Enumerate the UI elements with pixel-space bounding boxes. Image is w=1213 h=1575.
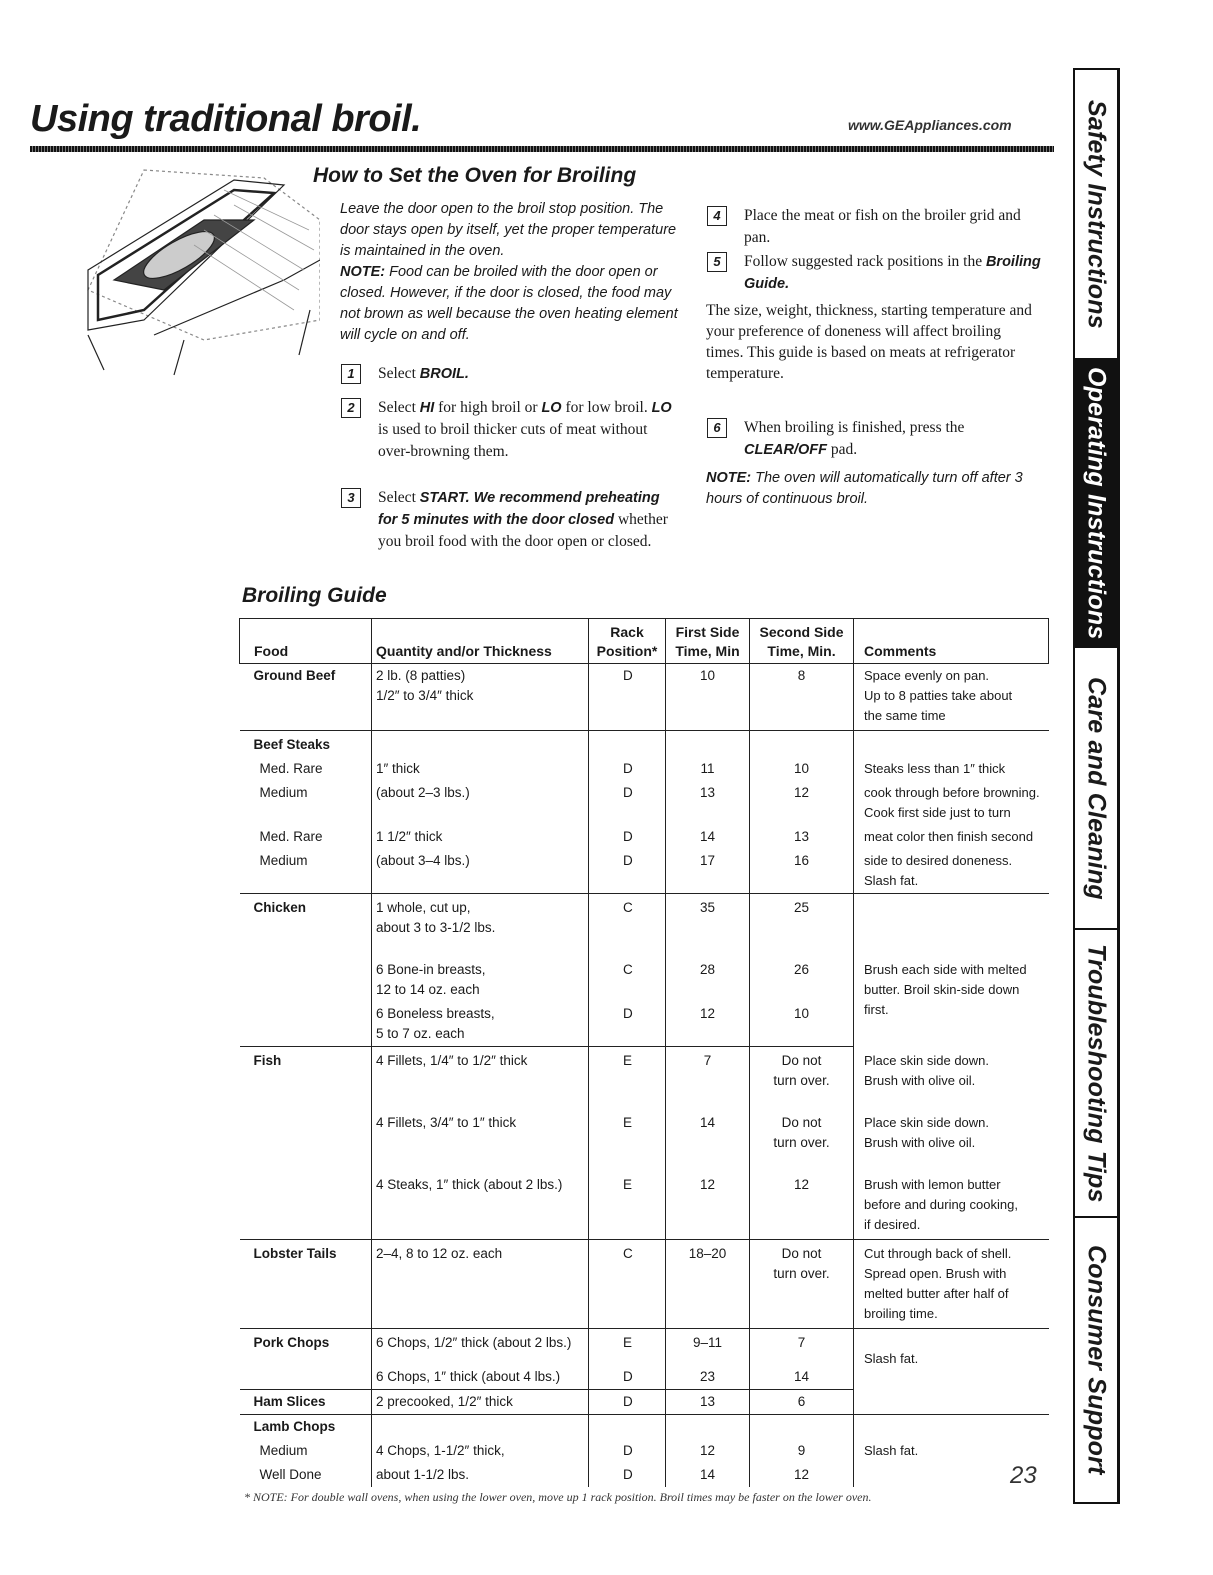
comment-cell: Brush each side with melted butter. Broil skin-side down first.	[854, 958, 1049, 1047]
header-text: Time, Min	[675, 643, 740, 659]
food-subcell: Med. Rare	[259, 761, 323, 776]
first-side-cell: 23	[666, 1365, 750, 1390]
header-text: First Side	[675, 624, 740, 640]
quantity-cell: 4 Chops, 1-1/2″ thick,	[372, 1439, 589, 1463]
step-text: Follow suggested rack positions in the	[744, 253, 986, 270]
tab-care-and-cleaning[interactable]	[1075, 648, 1117, 930]
header-text: Time, Min.	[767, 643, 836, 659]
first-side-cell: 9–11	[666, 1329, 750, 1366]
header-first-side	[666, 619, 750, 664]
comment-cell: Place skin side down. Brush with olive oil.	[854, 1111, 1049, 1173]
step-number: 2	[341, 398, 361, 418]
second-side-cell: 10	[750, 1002, 854, 1047]
food-cell: Chicken	[253, 900, 307, 915]
rack-cell: D	[589, 849, 666, 894]
oven-door-illustration	[84, 160, 320, 380]
note-text: Food can be broiled with the door open or closed. However, if the door is closed, the food may not brown as well because the oven heating element will cycle on and off.	[340, 264, 678, 343]
step-text: whether you broil food with the door open or closed.	[378, 511, 668, 550]
food-cell: Ground Beef	[240, 664, 372, 731]
rack-cell: D	[589, 664, 666, 731]
comment-cell: Steaks less than 1″ thick	[854, 757, 1049, 781]
rack-cell: D	[589, 1365, 666, 1390]
second-side-cell: 12	[750, 1173, 854, 1240]
second-side-cell: Do not turn over.	[750, 1240, 854, 1329]
quantity-cell: (about 3–4 lbs.)	[372, 849, 589, 894]
quantity-cell: 2 lb. (8 patties) 1/2″ to 3/4″ thick	[372, 664, 589, 731]
food-subcell: Well Done	[259, 1467, 322, 1482]
header-text: Position*	[596, 643, 658, 659]
note-2	[706, 468, 1036, 510]
step-number: 1	[341, 364, 361, 384]
rack-cell: D	[589, 757, 666, 781]
comment-cell: meat color then finish second	[854, 825, 1049, 849]
table-row	[240, 849, 1049, 894]
first-side-cell: 12	[666, 1173, 750, 1240]
start-keyword: START. We recommend preheating for 5 minutes with the door closed	[378, 490, 660, 528]
first-side-cell: 14	[666, 1111, 750, 1173]
second-side-cell: 12	[750, 1463, 854, 1487]
header-second-side	[750, 619, 854, 664]
howto-paragraph: The size, weight, thickness, starting temperature and your preference of doneness will affect broiling times. This guide is based on meats at refrigerator temperature.	[706, 302, 1032, 382]
header-divider	[30, 146, 1054, 152]
note-text: The oven will automatically turn off after 3 hours of continuous broil.	[706, 470, 1023, 507]
quantity-cell: (about 2–3 lbs.)	[372, 781, 589, 825]
rack-cell: C	[589, 1240, 666, 1329]
food-cell: Lobster Tails	[240, 1240, 372, 1329]
note-label: NOTE:	[340, 264, 386, 280]
note-label: NOTE:	[706, 470, 752, 486]
footnote: * NOTE: For double wall ovens, when using the lower oven, move up 1 rack position. Broil times may be faster on the lower oven.	[244, 1490, 872, 1504]
quantity-cell: 1 1/2″ thick	[372, 825, 589, 849]
second-side-cell: 13	[750, 825, 854, 849]
first-side-cell: 7	[666, 1047, 750, 1112]
quantity-cell: 2 precooked, 1/2″ thick	[372, 1390, 589, 1415]
quantity-cell: 4 Fillets, 3/4″ to 1″ thick	[372, 1111, 589, 1173]
comment-cell: Slash fat.	[854, 1329, 1049, 1390]
comment-cell: Place skin side down. Brush with olive oil.	[854, 1047, 1049, 1112]
howto-intro	[340, 199, 680, 346]
table-row	[240, 781, 1049, 825]
comment-cell: Slash fat.	[854, 1439, 1049, 1463]
quantity-cell: 6 Chops, 1/2″ thick (about 2 lbs.)	[372, 1329, 589, 1366]
second-side-cell: Do not turn over.	[750, 1111, 854, 1173]
step-text: for high broil or	[434, 399, 542, 416]
comment-cell: Space evenly on pan. Up to 8 patties take about the same time	[854, 664, 1049, 731]
rack-cell: E	[589, 1111, 666, 1173]
first-side-cell: 12	[666, 1439, 750, 1463]
rack-cell: D	[589, 1390, 666, 1415]
hi-keyword: HI	[419, 400, 435, 416]
first-side-cell: 13	[666, 781, 750, 825]
table-row	[240, 757, 1049, 781]
rack-cell: E	[589, 1047, 666, 1112]
website-url[interactable]: www.GEAppliances.com	[848, 117, 1012, 133]
rack-cell: E	[589, 1173, 666, 1240]
tab-troubleshooting-tips[interactable]	[1075, 930, 1117, 1218]
table-row	[240, 731, 1049, 758]
clear-off-keyword: CLEAR/OFF	[744, 442, 827, 458]
second-side-cell: 16	[750, 849, 854, 894]
rack-cell: D	[589, 1463, 666, 1487]
step-text: for low broil.	[561, 399, 652, 416]
tab-label: Operating Instructions	[1082, 366, 1111, 640]
rack-cell: D	[589, 825, 666, 849]
broiling-guide-heading: Broiling Guide	[242, 584, 387, 607]
step-text: Place the meat or fish on the broiler grid and pan.	[744, 207, 1021, 246]
quantity-cell: 2–4, 8 to 12 oz. each	[372, 1240, 589, 1329]
step-text: pad.	[826, 441, 858, 458]
first-side-cell: 14	[666, 1463, 750, 1487]
second-side-cell: 14	[750, 1365, 854, 1390]
table-row	[240, 1439, 1049, 1463]
step-number: 6	[707, 418, 727, 438]
food-subcell: Medium	[259, 785, 308, 800]
step-text: Select	[378, 399, 420, 416]
header-quantity: Quantity and/or Thickness	[372, 619, 589, 664]
step-text: is used to broil thicker cuts of meat without over-browning them.	[378, 421, 648, 460]
table-row	[240, 1390, 1049, 1415]
table-row	[240, 1047, 1049, 1112]
food-subcell: Medium	[259, 853, 308, 868]
broiling-guide-keyword: Broiling Guide.	[744, 254, 1041, 292]
broil-keyword: BROIL.	[419, 366, 469, 382]
second-side-cell: 8	[750, 664, 854, 731]
rack-cell: C	[589, 958, 666, 1002]
tab-operating-instructions[interactable]	[1075, 360, 1117, 648]
tab-safety-instructions[interactable]	[1075, 70, 1117, 360]
first-side-cell: 17	[666, 849, 750, 894]
food-cell: Ham Slices	[240, 1390, 372, 1415]
header-text: Rack	[610, 624, 644, 640]
table-row	[240, 1463, 1049, 1487]
quantity-cell: 4 Fillets, 1/4″ to 1/2″ thick	[372, 1047, 589, 1112]
howto-heading: How to Set the Oven for Broiling	[313, 164, 637, 187]
tab-label: Troubleshooting Tips	[1082, 943, 1111, 1203]
step-number: 4	[707, 206, 727, 226]
table-row	[240, 1415, 1049, 1440]
quantity-cell: 1″ thick	[372, 757, 589, 781]
first-side-cell: 28	[666, 958, 750, 1002]
second-side-cell: 10	[750, 757, 854, 781]
comment-cell: cook through before browning. Cook first side just to turn	[854, 781, 1049, 825]
second-side-cell: 25	[750, 894, 854, 959]
rack-cell: D	[589, 1439, 666, 1463]
page-title: Using traditional broil.	[30, 98, 422, 140]
section-tabs	[1073, 68, 1120, 1504]
first-side-cell: 35	[666, 894, 750, 959]
food-subcell: Medium	[259, 1443, 308, 1458]
header-comments: Comments	[854, 619, 1049, 664]
step-text: Select	[378, 365, 420, 382]
howto-intro-text: Leave the door open to the broil stop position. The door stays open by itself, yet the proper temperature is maintained in the oven.	[340, 201, 677, 259]
step-text: When broiling is finished, press the	[744, 419, 965, 436]
food-subcell: Med. Rare	[259, 829, 323, 844]
food-cell: Beef Steaks	[253, 737, 331, 752]
food-cell: Pork Chops	[253, 1335, 330, 1350]
lo-keyword: LO	[651, 400, 672, 416]
rack-cell: D	[589, 1002, 666, 1047]
quantity-cell: 6 Boneless breasts, 5 to 7 oz. each	[372, 1002, 589, 1047]
second-side-cell: 7	[750, 1329, 854, 1366]
table-row	[240, 1111, 1049, 1173]
table-row	[240, 894, 1049, 959]
comment-cell: Cut through back of shell. Spread open. Brush with melted butter after half of broiling time.	[854, 1240, 1049, 1329]
broiling-guide-table	[239, 618, 1049, 1487]
step-text: Select	[378, 489, 420, 506]
second-side-cell: 9	[750, 1439, 854, 1463]
rack-cell: E	[589, 1329, 666, 1366]
table-row	[240, 958, 1049, 1002]
rack-cell: C	[589, 894, 666, 959]
second-side-cell: 12	[750, 781, 854, 825]
table-row	[240, 664, 1049, 731]
food-cell: Lamb Chops	[253, 1419, 336, 1434]
header-rack-position	[589, 619, 666, 664]
step-number: 5	[707, 252, 727, 272]
comment-cell: Brush with lemon butter before and during cooking, if desired.	[854, 1173, 1049, 1240]
tab-label: Consumer Support	[1082, 1245, 1111, 1475]
header-text: Second Side	[759, 624, 844, 640]
quantity-cell: 6 Bone-in breasts, 12 to 14 oz. each	[372, 958, 589, 1002]
food-cell: Fish	[253, 1053, 282, 1068]
quantity-cell: 6 Chops, 1″ thick (about 4 lbs.)	[372, 1365, 589, 1390]
tab-consumer-support[interactable]	[1075, 1218, 1117, 1502]
quantity-cell: 4 Steaks, 1″ thick (about 2 lbs.)	[372, 1173, 589, 1240]
second-side-cell: 26	[750, 958, 854, 1002]
tab-label: Care and Cleaning	[1082, 676, 1111, 900]
table-row	[240, 1329, 1049, 1366]
tab-label: Safety Instructions	[1082, 99, 1111, 329]
table-row	[240, 825, 1049, 849]
table-row	[240, 1173, 1049, 1240]
quantity-cell: 1 whole, cut up, about 3 to 3-1/2 lbs.	[372, 894, 589, 959]
first-side-cell: 12	[666, 1002, 750, 1047]
header-food: Food	[240, 619, 372, 664]
lo-keyword: LO	[541, 400, 562, 416]
table-row	[240, 1240, 1049, 1329]
first-side-cell: 13	[666, 1390, 750, 1415]
first-side-cell: 14	[666, 825, 750, 849]
first-side-cell: 10	[666, 664, 750, 731]
table-header-row	[240, 619, 1049, 664]
comment-cell: side to desired doneness. Slash fat.	[854, 849, 1049, 894]
rack-cell: D	[589, 781, 666, 825]
second-side-cell: 6	[750, 1390, 854, 1415]
first-side-cell: 18–20	[666, 1240, 750, 1329]
step-number: 3	[341, 488, 361, 508]
quantity-cell: about 1-1/2 lbs.	[372, 1463, 589, 1487]
page-number: 23	[1010, 1462, 1037, 1489]
second-side-cell: Do not turn over.	[750, 1047, 854, 1112]
first-side-cell: 11	[666, 757, 750, 781]
